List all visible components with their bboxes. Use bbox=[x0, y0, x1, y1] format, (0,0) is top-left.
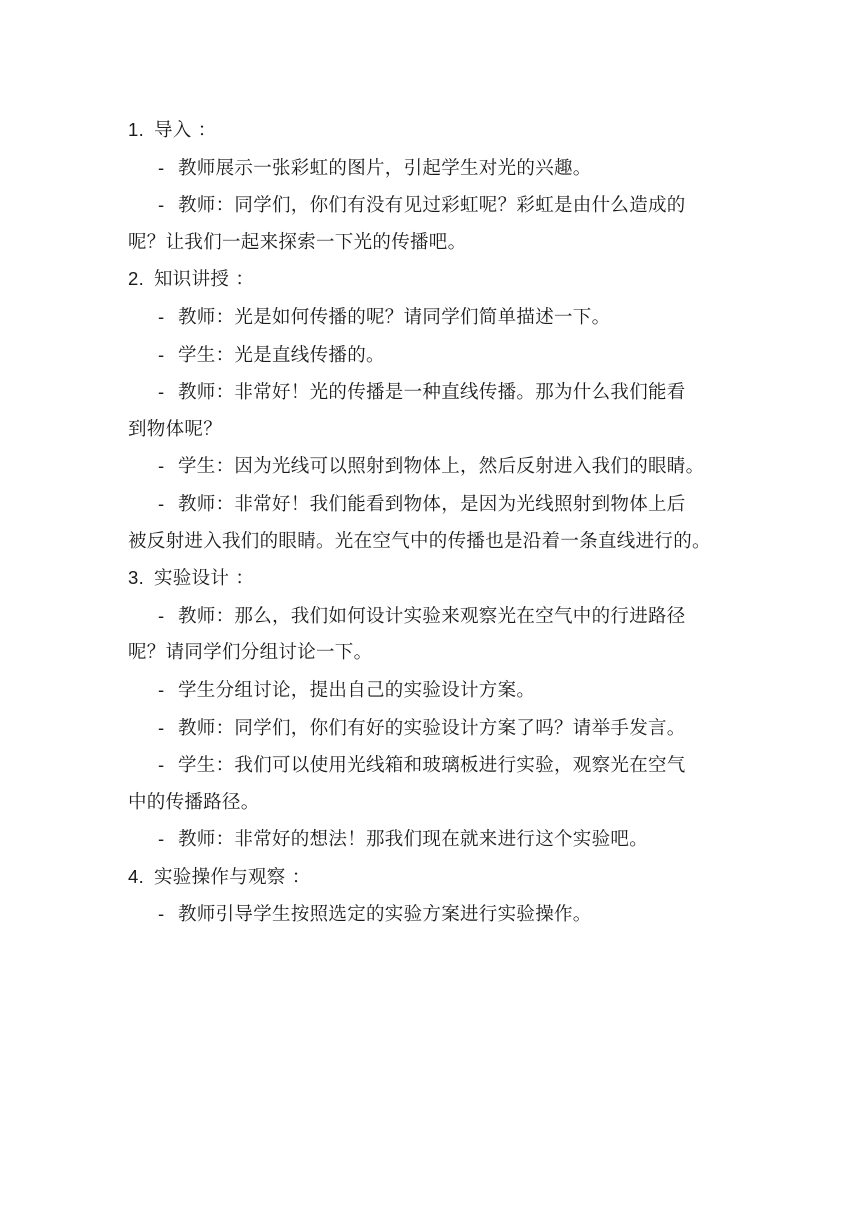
item-text: 学生：光是直线传播的。 bbox=[178, 344, 385, 366]
list-item bbox=[128, 150, 734, 188]
list-item bbox=[128, 448, 734, 486]
list-item bbox=[128, 747, 734, 785]
item-text: 教师：同学们，你们有没有见过彩虹呢？彩虹是由什么造成的 bbox=[178, 195, 686, 217]
bullet-dash: - bbox=[158, 903, 165, 925]
list-item-continuation: 中的传播路径。 bbox=[128, 791, 260, 813]
section-heading bbox=[128, 261, 734, 299]
bullet-dash: - bbox=[158, 754, 165, 776]
bullet-dash: - bbox=[158, 678, 165, 700]
item-text: 学生：因为光线可以照射到物体上，然后反射进入我们的眼睛。 bbox=[178, 456, 705, 478]
bullet-dash: - bbox=[158, 156, 165, 178]
list-item-continuation: 到物体呢？ bbox=[128, 418, 223, 440]
list-item bbox=[128, 187, 734, 225]
item-text: 教师引导学生按照选定的实验方案进行实验操作。 bbox=[178, 904, 592, 926]
list-item bbox=[128, 486, 734, 524]
item-text: 教师：非常好！我们能看到物体，是因为光线照射到物体上后 bbox=[178, 493, 686, 515]
bullet-dash: - bbox=[158, 194, 165, 216]
item-text: 教师展示一张彩虹的图片，引起学生对光的兴趣。 bbox=[178, 157, 592, 179]
section-number: 4. bbox=[128, 865, 145, 887]
section-title: 实验设计 ： bbox=[154, 568, 255, 590]
section-heading bbox=[128, 560, 734, 598]
bullet-dash: - bbox=[158, 492, 165, 514]
list-item bbox=[128, 896, 734, 934]
list-item bbox=[128, 337, 734, 375]
list-item bbox=[128, 374, 734, 412]
section-heading bbox=[128, 859, 734, 897]
item-text: 教师：光是如何传播的呢？请同学们简单描述一下。 bbox=[178, 306, 611, 328]
bullet-dash: - bbox=[158, 305, 165, 327]
bullet-dash: - bbox=[158, 828, 165, 850]
lesson-content bbox=[128, 112, 734, 934]
section-title: 实验操作与观察 ： bbox=[154, 866, 311, 888]
section-title: 知识讲授 ： bbox=[154, 269, 255, 291]
bullet-dash: - bbox=[158, 381, 165, 403]
item-text: 教师：非常好！光的传播是一种直线传播。那为什么我们能看 bbox=[178, 382, 686, 404]
section-number: 3. bbox=[128, 567, 145, 589]
item-text: 教师：非常好的想法！那我们现在就来进行这个实验吧。 bbox=[178, 829, 649, 851]
item-text: 学生：我们可以使用光线箱和玻璃板进行实验，观察光在空气 bbox=[178, 755, 686, 777]
list-item-continuation: 呢？请同学们分组讨论一下。 bbox=[128, 642, 373, 664]
list-item bbox=[128, 710, 734, 748]
list-item bbox=[128, 672, 734, 710]
section-number: 2. bbox=[128, 268, 145, 290]
section-title: 导入 ： bbox=[154, 120, 217, 141]
item-text: 教师：那么，我们如何设计实验来观察光在空气中的行进路径 bbox=[178, 605, 686, 627]
bullet-dash: - bbox=[158, 716, 165, 738]
list-item-continuation: 呢？让我们一起来探索一下光的传播吧。 bbox=[128, 231, 467, 253]
bullet-dash: - bbox=[158, 604, 165, 626]
list-item bbox=[128, 821, 734, 859]
item-text: 教师：同学们，你们有好的实验设计方案了吗？请举手发言。 bbox=[178, 717, 686, 739]
list-item bbox=[128, 299, 734, 337]
item-text: 学生分组讨论，提出自己的实验设计方案。 bbox=[178, 679, 536, 701]
list-item bbox=[128, 598, 734, 636]
list-item-continuation: 被反射进入我们的眼睛。光在空气中的传播也是沿着一条直线进行的。 bbox=[128, 530, 711, 552]
section-number: 1. bbox=[128, 119, 145, 140]
bullet-dash: - bbox=[158, 455, 165, 477]
bullet-dash: - bbox=[158, 343, 165, 365]
section-heading bbox=[128, 112, 734, 150]
